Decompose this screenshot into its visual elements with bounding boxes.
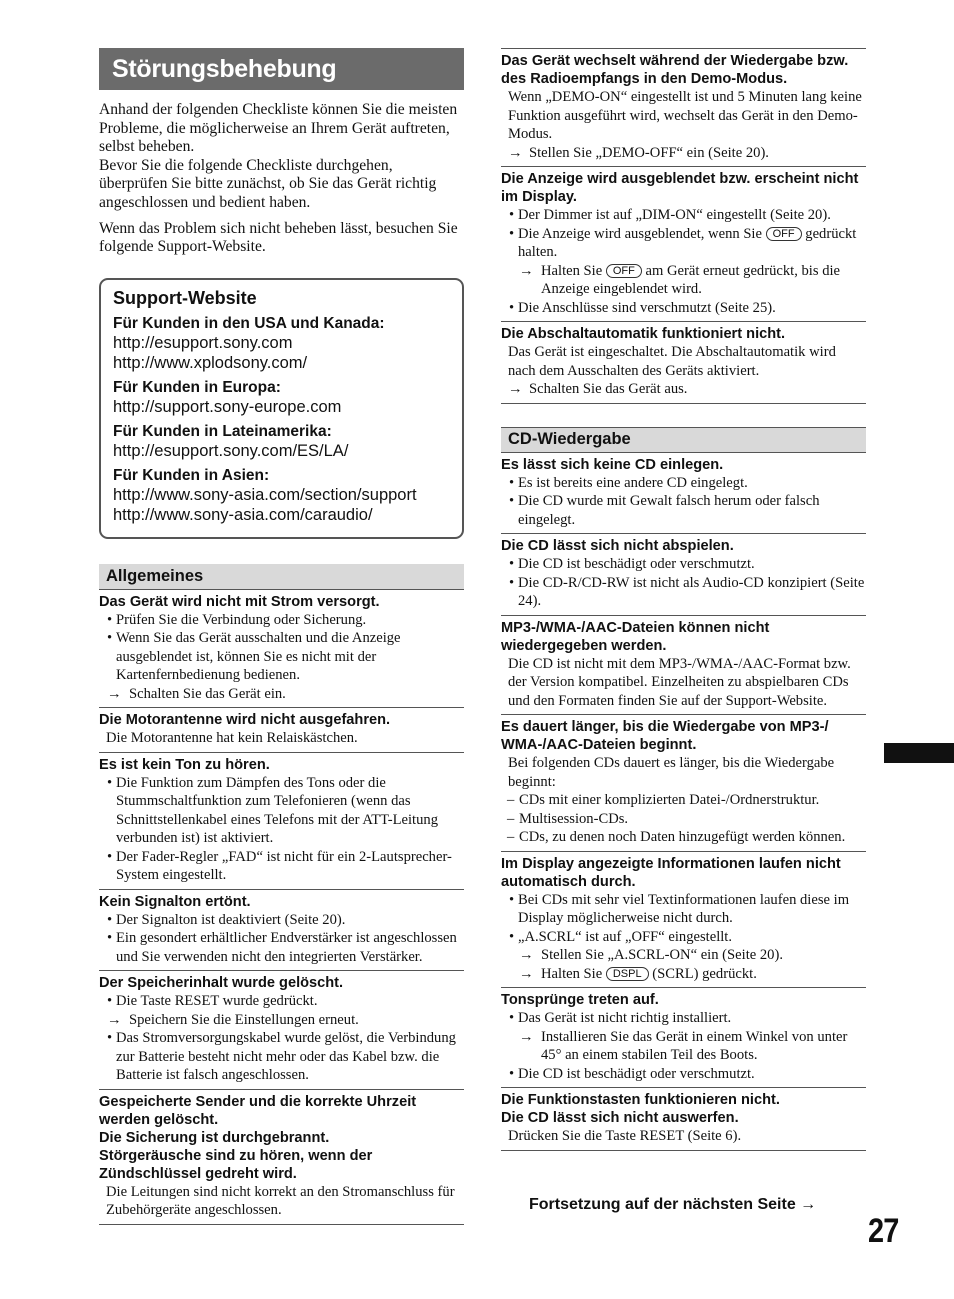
problem-item <box>99 890 464 972</box>
support-label: Für Kunden in Europa: <box>113 378 281 396</box>
bullet: • Der Fader-Regler „FAD“ ist nicht für ein 2-Lautsprecher-System eingestellt. <box>99 848 464 885</box>
remedy <box>501 1028 866 1065</box>
problem-item <box>501 534 866 616</box>
problem-question: Es lässt sich keine CD einlegen. <box>501 456 724 473</box>
answer-text: Das Gerät ist eingeschaltet. Die Abschaltautomatik wird nach dem Ausschalten des Geräts aktiviert. <box>508 344 836 379</box>
problem-item <box>501 167 866 322</box>
remedy <box>501 144 866 163</box>
problem-question: Kein Signalton ertönt. <box>99 893 251 910</box>
bullet: • Der Signalton ist deaktiviert (Seite 20). <box>99 911 464 930</box>
support-group-asia <box>113 466 450 525</box>
continue-note <box>529 1196 816 1214</box>
intro-paragraph: Bevor Sie die folgende Checkliste durchgehen, überprüfen Sie bitte zunächst, ob Sie das Gerät richtig angeschlossen und bedient haben. <box>99 156 437 211</box>
arrow-icon: → <box>519 947 534 963</box>
section-header-cd-wiedergabe: CD-Wiedergabe <box>501 427 866 453</box>
problem-question: Das Gerät wechselt während der Wiedergabe bzw. des Radioempfangs in den Demo-Modus. <box>501 53 849 87</box>
support-label: Für Kunden in Asien: <box>113 466 270 484</box>
remedy-text: am Gerät erneut gedrückt, bis die Anzeige eingeblendet wird. <box>541 262 841 297</box>
dash-item: – CDs mit einer komplizierten Datei-/Ordnerstruktur. <box>501 791 866 810</box>
page-number: 27 <box>868 1212 899 1250</box>
support-link[interactable]: http://esupport.sony.com/ES/LA/ <box>113 441 349 460</box>
bullet: • Die CD-R/CD-RW ist nicht als Audio-CD konzipiert (Seite 24). <box>501 574 866 611</box>
answer-text: Die Leitungen sind nicht korrekt an den Stromanschluss für Zubehörgeräte angeschlossen. <box>106 1183 455 1219</box>
bullet: • Das Stromversorgungskabel wurde gelöst, die Verbindung zur Batterie besteht nicht mehr oder das Kabel bzw. die Batterie ist falsch angeschlossen. <box>99 1029 464 1085</box>
problem-question: Es dauert länger, bis die Wiedergabe von MP3-/ WMA-/AAC-Dateien beginnt. <box>501 719 829 753</box>
support-group-usa <box>113 314 450 373</box>
problem-question: Die CD lässt sich nicht abspielen. <box>501 538 734 554</box>
support-link[interactable]: http://www.xplodsony.com/ <box>113 353 308 372</box>
continue-text: Fortsetzung auf der nächsten Seite <box>529 1196 796 1213</box>
problem-item <box>501 322 866 404</box>
arrow-icon: → <box>519 262 534 279</box>
problem-question: Störgeräusche sind zu hören, wenn der Zündschlüssel gedreht wird. <box>99 1147 373 1182</box>
left-column <box>99 48 464 1225</box>
problem-item <box>501 48 866 167</box>
problem-item <box>99 590 464 709</box>
intro-paragraph: Anhand der folgenden Checkliste können Sie die meisten Probleme, die möglicherweise an Ihrem Gerät auftreten, selbst beheben. <box>99 101 458 156</box>
problem-question: Die Sicherung ist durchgebrannt. <box>99 1129 330 1146</box>
bullet: • Wenn Sie das Gerät ausschalten und die Anzeige ausgeblendet ist, können Sie es nicht mit der Kartenfernbedienung bedienen. <box>99 629 464 685</box>
problem-question: Gespeicherte Sender und die korrekte Uhrzeit werden gelöscht. <box>99 1093 417 1128</box>
bullet: • Das Gerät ist nicht richtig installiert. <box>501 1009 866 1028</box>
problem-question: Der Speicherinhalt wurde gelöscht. <box>99 975 344 992</box>
problem-question: Die Abschaltautomatik funktioniert nicht. <box>501 326 786 342</box>
off-button-icon: OFF <box>606 264 642 278</box>
support-link[interactable]: http://www.sony-asia.com/caraudio/ <box>113 505 373 524</box>
bullet: • Die CD ist beschädigt oder verschmutzt. <box>501 555 866 574</box>
bullet <box>501 225 866 262</box>
support-group-europe <box>113 378 450 417</box>
section-tab-marker <box>884 743 954 763</box>
arrow-icon: → <box>508 381 523 397</box>
support-label: Für Kunden in den USA und Kanada: <box>113 314 385 332</box>
dspl-button-icon: DSPL <box>606 967 649 981</box>
bullet: • Es ist bereits eine andere CD eingelegt. <box>501 474 866 493</box>
remedy-text: Installieren Sie das Gerät in einem Winkel von unter 45° an einem stabilen Teil des Boots. <box>541 1028 848 1063</box>
problem-item <box>501 852 866 989</box>
arrow-icon: → <box>800 1196 817 1213</box>
problem-item <box>99 971 464 1090</box>
bullet: • Die Funktion zum Dämpfen des Tons oder die Stummschaltfunktion zum Telefonieren (wenn das Schnittstellenkabel eines Telefons mit der ATT-Leitung verbunden ist) ist aktiviert. <box>99 774 464 848</box>
remedy-text: Stellen Sie „A.SCRL-ON“ ein (Seite 20). <box>541 947 783 963</box>
arrow-icon: → <box>508 144 523 161</box>
answer-text: Wenn „DEMO-ON“ eingestellt ist und 5 Minuten lang keine Funktion ausgeführt wird, wechselt das Gerät in den Demo-Modus. <box>508 89 862 142</box>
bullet: • Die CD ist beschädigt oder verschmutzt. <box>501 1065 866 1084</box>
bullet-text: Die Anzeige wird ausgeblendet, wenn Sie <box>518 225 762 242</box>
problem-item <box>501 1088 866 1151</box>
problem-question: Die Motorantenne wird nicht ausgefahren. <box>99 712 391 729</box>
right-column <box>501 48 866 1151</box>
remedy-text: Schalten Sie das Gerät aus. <box>529 381 688 397</box>
support-group-latam <box>113 422 450 461</box>
arrow-icon: → <box>107 1011 122 1028</box>
problem-question: Die Funktionstasten funktionieren nicht. <box>501 1092 780 1108</box>
bullet: • Die Anschlüsse sind verschmutzt (Seite 25). <box>501 299 866 318</box>
bullet: • Bei CDs mit sehr viel Textinformationen laufen diese im Display möglicherweise nicht durch. <box>501 891 866 928</box>
problem-question: Tonsprünge treten auf. <box>501 992 659 1008</box>
arrow-icon: → <box>107 685 122 702</box>
remedy-text: Halten Sie <box>541 262 603 279</box>
answer-text: Drücken Sie die Taste RESET (Seite 6). <box>508 1128 742 1144</box>
problem-question: Die Anzeige wird ausgeblendet bzw. erscheint nicht im Display. <box>501 171 859 205</box>
remedy-text: Schalten Sie das Gerät ein. <box>129 685 286 702</box>
problem-item <box>99 708 464 753</box>
support-heading: Support-Website <box>113 287 257 308</box>
bullet-text: gedrückt halten. <box>518 225 857 260</box>
problem-item <box>501 616 866 716</box>
problem-item <box>501 715 866 852</box>
answer-text: Die Motorantenne hat kein Relaiskästchen. <box>106 730 358 747</box>
remedy-text: (SCRL) gedrückt. <box>652 965 757 982</box>
problem-question: Im Display angezeigte Informationen laufen nicht automatisch durch. <box>501 855 841 890</box>
page-title: Störungsbehebung <box>99 48 464 90</box>
intro <box>99 101 464 257</box>
intro-paragraph: Wenn das Problem sich nicht beheben lässt, besuchen Sie folgende Support-Website. <box>99 219 458 256</box>
bullet: • Ein gesondert erhältlicher Endverstärker ist angeschlossen und Sie verwenden nicht den integrierten Verstärker. <box>99 929 464 966</box>
off-button-icon: OFF <box>766 227 802 241</box>
support-link[interactable]: http://support.sony-europe.com <box>113 397 342 416</box>
answer-text: Die CD ist nicht mit dem MP3-/WMA-/AAC-Format bzw. der Version kompatibel. Einzelheiten zu abspielbaren CDs und den Formaten finden Sie auf der Support-Website. <box>508 655 851 709</box>
problem-question: Es ist kein Ton zu hören. <box>99 756 270 773</box>
answer-text: Bei folgenden CDs dauert es länger, bis die Wiedergabe beginnt: <box>508 755 835 790</box>
remedy <box>501 262 866 299</box>
remedy-text: Stellen Sie „DEMO-OFF“ ein (Seite 20). <box>529 144 769 161</box>
bullet: • Prüfen Sie die Verbindung oder Sicherung. <box>99 611 464 630</box>
bullet: • Die CD wurde mit Gewalt falsch herum oder falsch eingelegt. <box>501 492 866 529</box>
remedy <box>501 965 866 984</box>
dash-item: – Multisession-CDs. <box>501 810 866 829</box>
support-website-box <box>99 278 464 539</box>
remedy-text: Speichern Sie die Einstellungen erneut. <box>129 1011 359 1028</box>
problem-item <box>99 1090 464 1225</box>
problem-question: MP3-/WMA-/AAC-Dateien können nicht wiedergegeben werden. <box>501 619 770 654</box>
problem-question: Das Gerät wird nicht mit Strom versorgt. <box>99 593 380 610</box>
problem-question: Die CD lässt sich nicht auswerfen. <box>501 1110 739 1126</box>
remedy <box>99 1011 464 1030</box>
support-label: Für Kunden in Lateinamerika: <box>113 422 332 440</box>
remedy <box>501 380 866 399</box>
remedy <box>99 685 464 704</box>
support-link[interactable]: http://www.sony-asia.com/section/support <box>113 485 417 504</box>
dash-item: – CDs, zu denen noch Daten hinzugefügt werden können. <box>501 828 866 847</box>
arrow-icon: → <box>519 1028 534 1045</box>
problem-item <box>501 453 866 535</box>
problem-item <box>501 988 866 1088</box>
bullet: • Der Dimmer ist auf „DIM-ON“ eingestellt (Seite 20). <box>501 206 866 225</box>
section-header-allgemeines: Allgemeines <box>99 564 464 590</box>
bullet: • Die Taste RESET wurde gedrückt. <box>99 992 464 1011</box>
problem-item <box>99 753 464 890</box>
support-link[interactable]: http://esupport.sony.com <box>113 333 293 352</box>
arrow-icon: → <box>519 965 534 982</box>
remedy-text: Halten Sie <box>541 965 603 982</box>
bullet: • „A.SCRL“ ist auf „OFF“ eingestellt. <box>501 928 866 947</box>
remedy <box>501 946 866 965</box>
